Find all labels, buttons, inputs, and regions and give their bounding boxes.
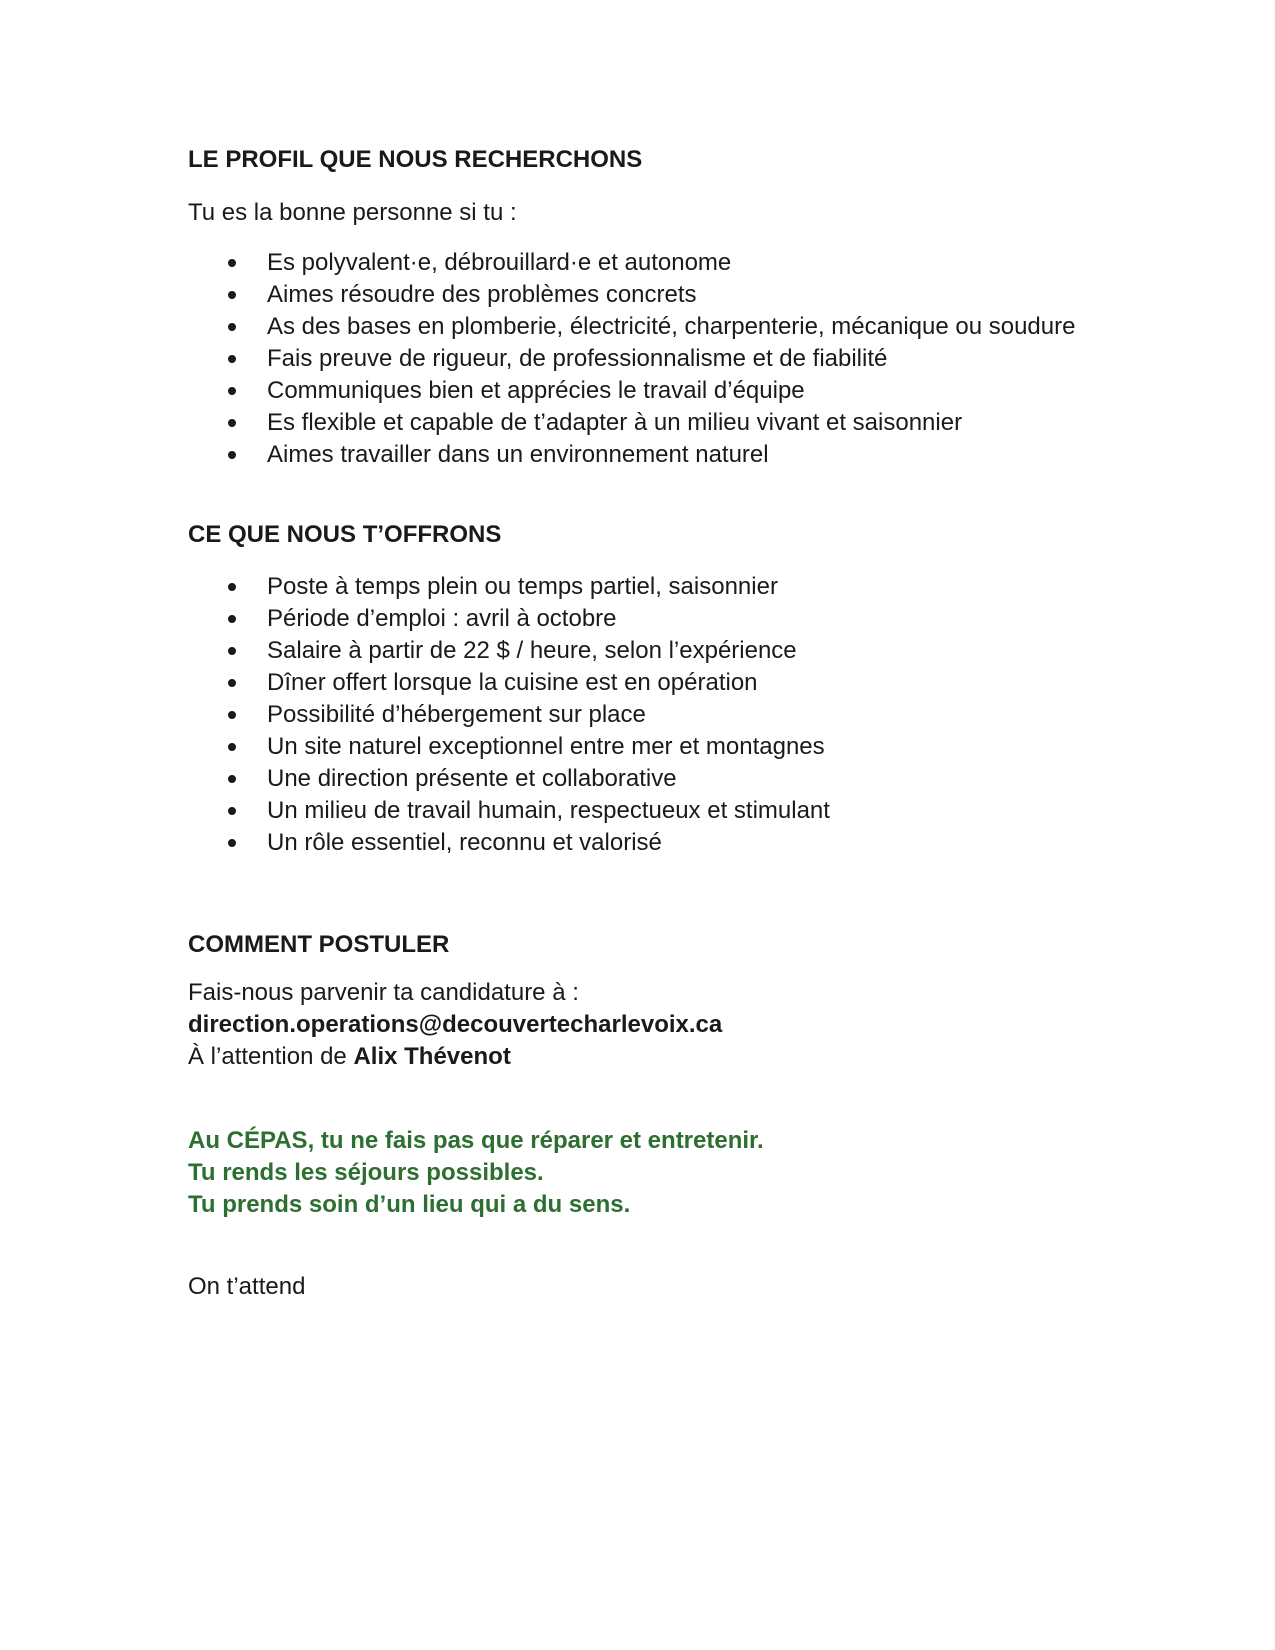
offer-bullet-list (188, 571, 1180, 859)
list-item: Un milieu de travail humain, respectueux et stimulant (188, 795, 1180, 827)
list-item: Aimes résoudre des problèmes concrets (188, 279, 1180, 311)
apply-attention-line (188, 1041, 1180, 1073)
apply-attention-name: Alix Thévenot (353, 1043, 511, 1070)
list-item: Un site naturel exceptionnel entre mer et montagnes (188, 731, 1180, 763)
list-item: Salaire à partir de 22 $ / heure, selon l’expérience (188, 635, 1180, 667)
tagline-block (188, 1125, 1180, 1221)
closing-line: On t’attend (188, 1273, 306, 1300)
list-item: Fais preuve de rigueur, de professionnalisme et de fiabilité (188, 343, 1180, 375)
list-item: Possibilité d’hébergement sur place (188, 699, 1180, 731)
list-item: Communiques bien et apprécies le travail d’équipe (188, 375, 1180, 407)
list-item: As des bases en plomberie, électricité, charpenterie, mécanique ou soudure (188, 311, 1180, 343)
apply-attention-prefix: À l’attention de (188, 1043, 354, 1070)
list-item: Es flexible et capable de t’adapter à un milieu vivant et saisonnier (188, 407, 1180, 439)
offer-section-heading: CE QUE NOUS T’OFFRONS (188, 521, 502, 548)
profile-intro: Tu es la bonne personne si tu : (188, 199, 517, 226)
list-item: Aimes travailler dans un environnement naturel (188, 439, 1180, 471)
tagline-line: Au CÉPAS, tu ne fais pas que réparer et entretenir. (188, 1127, 764, 1154)
list-item: Dîner offert lorsque la cuisine est en opération (188, 667, 1180, 699)
list-item: Un rôle essentiel, reconnu et valorisé (188, 827, 1180, 859)
apply-section-heading: COMMENT POSTULER (188, 931, 450, 958)
apply-intro-line: Fais-nous parvenir ta candidature à : (188, 979, 579, 1006)
profile-section-heading: LE PROFIL QUE NOUS RECHERCHONS (188, 146, 643, 173)
list-item: Es polyvalent·e, débrouillard·e et autonome (188, 247, 1180, 279)
tagline-line: Tu rends les séjours possibles. (188, 1159, 544, 1186)
list-item: Poste à temps plein ou temps partiel, saisonnier (188, 571, 1180, 603)
tagline-line: Tu prends soin d’un lieu qui a du sens. (188, 1191, 631, 1218)
apply-instructions (188, 977, 1180, 1073)
apply-email: direction.operations@decouvertecharlevoix.ca (188, 1011, 723, 1038)
list-item: Une direction présente et collaborative (188, 763, 1180, 795)
list-item: Période d’emploi : avril à octobre (188, 603, 1180, 635)
profile-bullet-list (188, 247, 1180, 471)
